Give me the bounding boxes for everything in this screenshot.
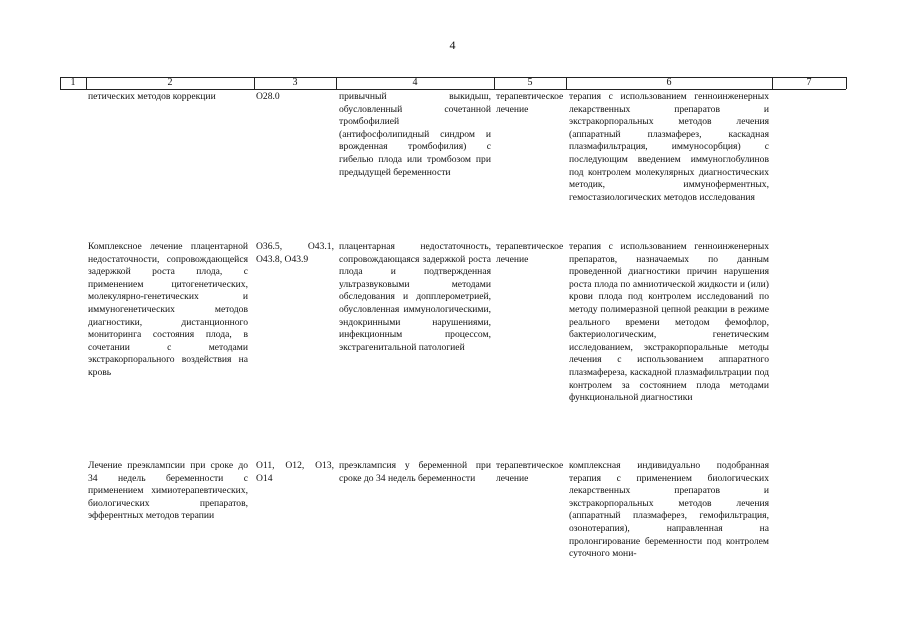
row3-treatment-method: комплексная индивидуально подобранная терапия с применением биологических лекарственных препаратов и экстракорпоральных методов лечения (аппаратный плазмаферез, гемофильтрация, озонотерапия), направленная на пролонгирование беременности под контролем суточного мони-	[569, 460, 769, 560]
column-divider	[846, 77, 847, 89]
column-number: 4	[412, 77, 418, 88]
row1-method: петических методов коррекции	[88, 91, 216, 102]
row3-patient-model: преэклампсия у беременной при сроке до 34 недель беременности	[339, 460, 491, 484]
column-number: 1	[70, 77, 76, 88]
row1-icd-codes: O28.0	[256, 91, 280, 102]
table-header-bottom-border	[60, 89, 846, 90]
column-number: 5	[527, 77, 533, 88]
row2-patient-model: плацентарная недостаточность, сопровождающаяся задержкой роста плода и подтвержденная ультразвуковыми методами обследования и допплерометрией, обусловленная иммунологическими, эндокринными нарушениями, инфекционным процессом, экстрагенитальной патологией	[339, 241, 491, 353]
row1-treatment-type: терапевтическое лечение	[496, 91, 564, 115]
row2-icd-codes: O36.5, O43.1, O43.8, O43.9	[256, 241, 334, 265]
row2-method: Комплексное лечение плацентарной недостаточности, сопровождающейся задержкой роста плода, с применением цитогенетических, молекулярно-генетических и иммуногенетических методов диагностики, дистанционного мониторинга состояния плода, в сочетании с методами экстракорпорального воздействия на кровь	[88, 241, 248, 378]
row3-method: Лечение преэклампсии при сроке до 34 недель беременности с применением химиотерапевтических, биологических препаратов, эфферентных методов терапии	[88, 460, 248, 522]
row3-icd-codes: O11, O12, O13, O14	[256, 460, 334, 484]
row1-patient-model: привычный выкидыш, обусловленный сочетанной тромбофилией (антифосфолипидный синдром и врожденная тромбофилия) с гибелью плода или тромбозом при предыдущей беременности	[339, 91, 491, 178]
row3-treatment-type: терапевтическое лечение	[496, 460, 564, 484]
row2-treatment-method: терапия с использованием генноинженерных препаратов, назначаемых по данным проведенной диагностики причин нарушения роста плода по амниотической жидкости и (или) крови плода под контролем исследований по методу полимеразной цепной реакции в режиме реального времени методом фемофлор, бактериологическим, генетическим исследованием, экстракорпоральные методы лечения с использованием аппаратного плазмафереза, каскадной плазмафильтрации под контролем за состоянием плода методами функциональной диагностики	[569, 241, 769, 404]
column-number: 7	[806, 77, 812, 88]
column-number: 2	[167, 77, 173, 88]
column-number: 3	[292, 77, 298, 88]
column-number: 6	[666, 77, 672, 88]
row1-treatment-method: терапия с использованием генноинженерных лекарственных препаратов и экстракорпоральных методов лечения (аппаратный плазмаферез, каскадная плазмафильтрация, иммуносорбция) с последующим введением иммуноглобулинов под контролем молекулярных диагностических методик, иммуноферментных, гемостазиологических методов исследования	[569, 91, 769, 203]
page-number: 4	[449, 38, 456, 52]
row2-treatment-type: терапевтическое лечение	[496, 241, 564, 265]
